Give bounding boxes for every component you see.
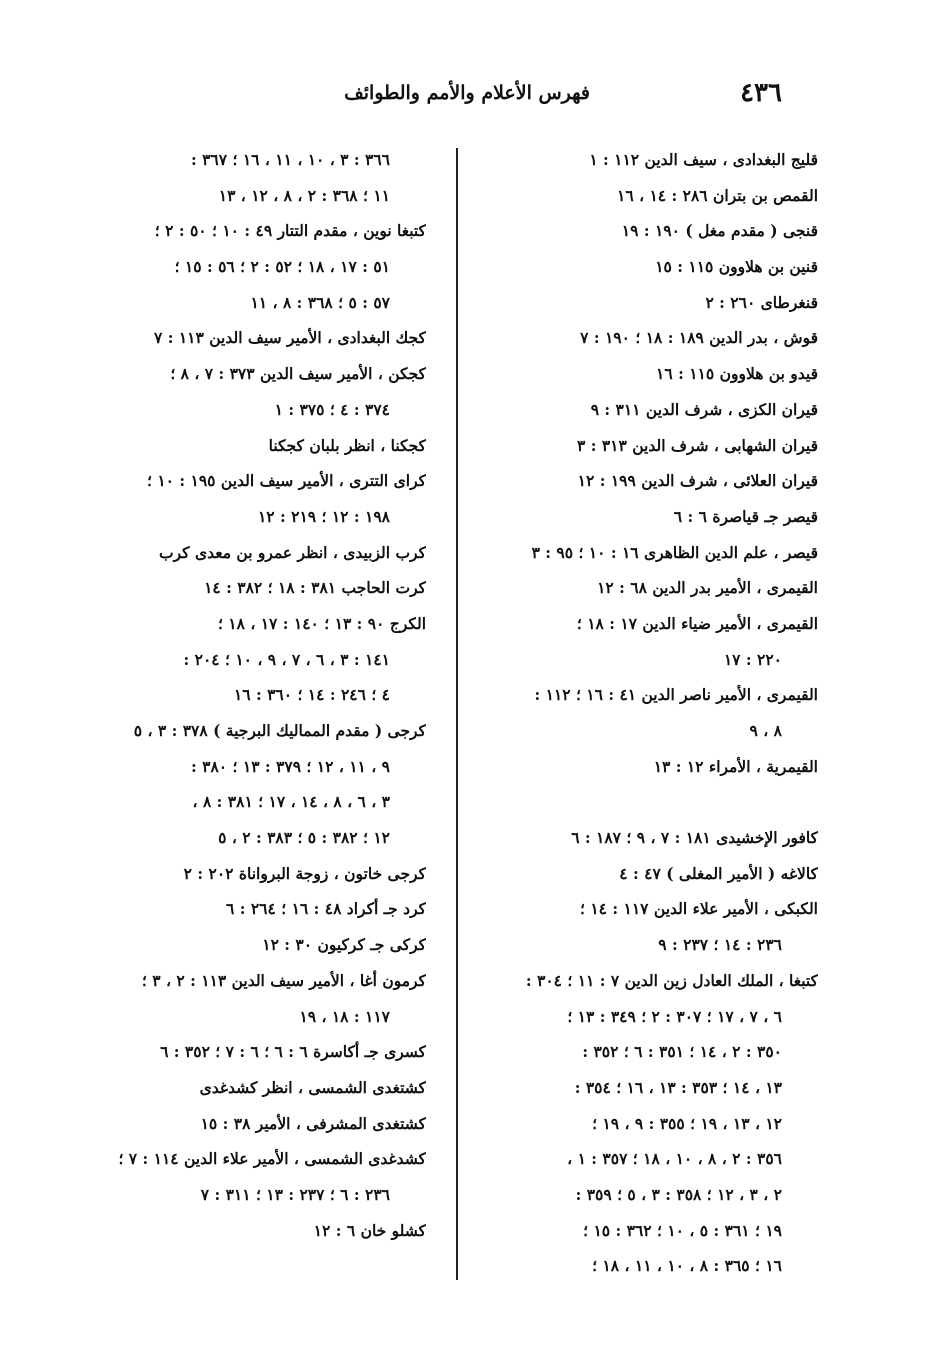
index-entry: قيصر جـ قياصرة ٦ : ٦	[673, 506, 818, 526]
index-entry-continuation: ١٤١ : ٣ ، ٦ ، ٧ ، ٩ ، ١٠ ؛ ٢٠٤ :	[183, 649, 390, 669]
section-gap	[466, 784, 818, 820]
index-entry: كسرى جـ أكاسرة ٦ : ٦ ؛ ٦ : ٧ ؛ ٣٥٢ : ٦	[160, 1042, 426, 1062]
index-entry: الكبكى ، الأمير علاء الدين ١١٧ : ١٤ ؛	[580, 899, 818, 919]
index-entry: كجك البغدادى ، الأمير سيف الدين ١١٣ : ٧	[154, 328, 426, 348]
page-title: فهرس الأعلام والأمم والطوائف	[344, 82, 590, 104]
index-entry: قيران الشهابى ، شرف الدين ٣١٣ : ٣	[577, 435, 818, 455]
index-entry: قنغرطاى ٢٦٠ : ٢	[705, 292, 818, 312]
index-entry: كركى جـ كركيون ٣٠ : ١٢	[262, 935, 426, 955]
index-entry: القيمرية ، الأمراء ١٢ : ١٣	[653, 756, 818, 776]
index-entry: كالاغه ( الأمير المغلى ) ٤٧ : ٤	[619, 863, 818, 883]
index-entry: القيمرى ، الأمير ناصر الدين ٤١ : ١٦ ؛ ١١٢ :	[534, 685, 818, 705]
index-entry: قنجى ( مقدم مغل ) ١٩٠ : ١٩	[621, 221, 818, 241]
index-entry: كجكنا ، انظر بلبان كجكنا	[268, 435, 426, 455]
right-column	[466, 142, 818, 1284]
index-entry-continuation: ٢ ، ٣ ، ١٢ ؛ ٣٥٨ : ٣ ، ٥ ؛ ٣٥٩ :	[575, 1184, 782, 1204]
index-entry-continuation: ١١ ؛ ٣٦٨ : ٢ ، ٨ ، ١٢ ، ١٣	[218, 185, 390, 205]
left-column	[86, 142, 426, 1248]
index-entry-continuation: ١٣ ، ١٤ ؛ ٣٥٣ : ١٣ ، ١٦ ؛ ٣٥٤ :	[574, 1077, 782, 1097]
index-entry: القمص بن بتران ٢٨٦ : ١٤ ، ١٦	[617, 185, 818, 205]
index-entry: كشدغدى الشمسى ، الأمير علاء الدين ١١٤ : ٧ ؛	[118, 1149, 426, 1169]
index-entry-continuation: ٢٣٦ : ١٤ ؛ ٢٣٧ : ٩	[658, 935, 782, 955]
index-entry: قيصر ، علم الدين الظاهرى ١٦ : ١٠ ؛ ٩٥ : ٣	[531, 542, 818, 562]
index-entry-continuation: ٣٦٦ : ٣ ، ١٠ ، ١١ ، ١٦ ؛ ٣٦٧ :	[190, 150, 390, 169]
index-entry: كشتغدى الشمسى ، انظر كشدغدى	[199, 1077, 426, 1097]
page-number: ٤٣٦	[740, 78, 782, 108]
index-entry-continuation: ٢٢٠ : ١٧	[723, 649, 782, 669]
index-entry-continuation: ٩ ، ١١ ، ١٢ ؛ ٣٧٩ : ١٣ ؛ ٣٨٠ :	[191, 756, 390, 776]
index-entry-continuation: ٣٥٠ : ٢ ، ١٤ ؛ ٣٥١ : ٦ ؛ ٣٥٢ :	[582, 1042, 782, 1062]
index-entry-continuation: ٤ ؛ ٢٤٦ : ١٤ ؛ ٣٦٠ : ١٦	[233, 685, 390, 705]
index-entry-continuation: ١٢ ؛ ٣٨٢ : ٥ ؛ ٣٨٣ : ٢ ، ٥	[218, 828, 390, 848]
index-entry-continuation: ٣٧٤ : ٤ ؛ ٣٧٥ : ١	[274, 399, 390, 419]
index-entry: كرب الزبيدى ، انظر عمرو بن معدى كرب	[159, 542, 426, 562]
index-entry-continuation: ٨ ، ٩	[749, 721, 782, 740]
index-entry-continuation: ١٢ ، ١٣ ، ١٩ ؛ ٣٥٥ : ٩ ، ١٩ ؛	[592, 1113, 782, 1133]
index-entry: كتبغا نوين ، مقدم التتار ٤٩ : ١٠ ؛ ٥٠ : ٢ ؛	[154, 221, 426, 241]
index-entry-continuation: ٣ ، ٦ ، ٨ ، ١٤ ، ١٧ ؛ ٣٨١ : ٨ ،	[192, 792, 390, 812]
column-divider	[456, 148, 458, 1280]
index-entry-continuation: ١٩٨ : ١٢ ؛ ٢١٩ : ١٢	[257, 506, 390, 526]
page-header	[340, 78, 790, 112]
index-entry-continuation: ٥١ : ١٧ ، ١٨ ؛ ٥٢ : ٢ ؛ ٥٦ : ١٥ ؛	[174, 257, 390, 277]
index-entry: كافور الإخشيدى ١٨١ : ٧ ، ٩ ؛ ١٨٧ : ٦	[571, 828, 818, 848]
index-entry-continuation: ١٩ ؛ ٣٦١ : ٥ ، ١٠ ؛ ٣٦٢ : ١٥ ؛	[583, 1220, 782, 1240]
index-entry-continuation: ٢٣٦ : ٦ ؛ ٢٣٧ : ١٣ ؛ ٣١١ : ٧	[200, 1184, 390, 1204]
index-entry: كشتغدى المشرفى ، الأمير ٣٨ : ١٥	[200, 1113, 426, 1133]
index-entry-continuation: ١٦ ؛ ٣٦٥ : ٨ ، ١٠ ، ١١ ، ١٨ ؛	[592, 1256, 782, 1276]
index-entry: قنين بن هلاوون ١١٥ : ١٥	[655, 257, 818, 277]
index-entry-continuation: ٦ ، ٧ ، ١٧ ؛ ٣٠٧ : ٢ ؛ ٣٤٩ : ١٣ ؛	[567, 1006, 782, 1026]
index-entry: كتبغا ، الملك العادل زين الدين ٧ : ١١ ؛ ٣٠٤ :	[525, 970, 818, 990]
index-entry: القيمرى ، الأمير ضياء الدين ١٧ : ١٨ ؛	[576, 613, 818, 633]
index-entry-continuation: ٥٧ : ٥ ؛ ٣٦٨ : ٨ ، ١١	[250, 292, 390, 312]
index-entry: الكرج ٩٠ : ١٣ ؛ ١٤٠ : ١٧ ، ١٨ ؛	[217, 613, 426, 633]
index-entry-continuation: ١١٧ : ١٨ ، ١٩	[299, 1006, 390, 1026]
index-entry: قوش ، بدر الدين ١٨٩ : ١٨ ؛ ١٩٠ : ٧	[580, 328, 818, 348]
index-entry: كرجى ( مقدم المماليك البرجية ) ٣٧٨ : ٣ ، ٥	[133, 721, 426, 740]
index-entry: كجكن ، الأمير سيف الدين ٣٧٣ : ٧ ، ٨ ؛	[170, 364, 426, 384]
index-entry: كرجى خاتون ، زوجة البرواناة ٢٠٢ : ٢	[183, 863, 426, 883]
index-entry: كشلو خان ٦ : ١٢	[313, 1220, 426, 1240]
index-entry: قيدو بن هلاوون ١١٥ : ١٦	[656, 364, 818, 384]
index-entry: قيران الكزى ، شرف الدين ٣١١ : ٩	[590, 399, 818, 419]
index-entry: كرت الحاجب ٣٨١ : ١٨ ؛ ٣٨٢ : ١٤	[204, 578, 426, 598]
index-entry: كراى التترى ، الأمير سيف الدين ١٩٥ : ١٠ ؛	[147, 471, 426, 491]
index-entry: كرمون أغا ، الأمير سيف الدين ١١٣ : ٢ ، ٣ ؛	[141, 970, 426, 990]
index-entry-continuation: ٣٥٦ : ٢ ، ٨ ، ١٠ ، ١٨ ؛ ٣٥٧ : ١ ،	[567, 1149, 782, 1169]
index-entry: كرد جـ أكراد ٤٨ : ١٦ ؛ ٢٦٤ : ٦	[226, 899, 426, 919]
index-entry: قليج البغدادى ، سيف الدين ١١٢ : ١	[589, 150, 818, 169]
index-entry: قيران العلائى ، شرف الدين ١٩٩ : ١٢	[577, 471, 818, 491]
index-entry: القيمرى ، الأمير بدر الدين ٦٨ : ١٢	[597, 578, 818, 598]
